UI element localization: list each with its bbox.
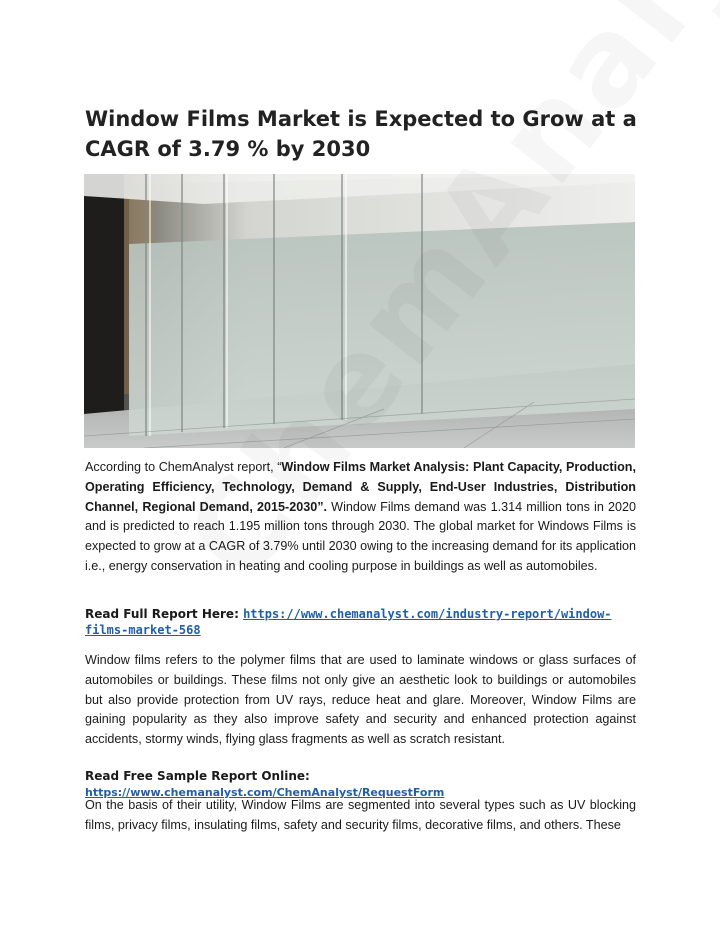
full-report-label: Read Full Report Here: xyxy=(85,607,244,621)
definition-paragraph: Window films refers to the polymer films that are used to laminate windows or glass surfaces of automobiles or buildings. These films not only give an aesthetic look to buildings or automobiles but also provide protection from UV rays, reduce heat and glare. Moreover, Window Films are gaining popularity as they also improve safety and security and enhanced protection against accidents, stormy winds, flying glass fragments as well as scratch resistant. xyxy=(85,653,636,747)
full-report-line xyxy=(85,606,636,638)
intro-paragraph xyxy=(85,458,636,577)
page-title: Window Films Market is Expected to Grow at a CAGR of 3.79 % by 2030 xyxy=(85,107,637,161)
full-report-link[interactable]: https://www.chemanalyst.com/industry-report/window-films-market-568 xyxy=(85,607,612,637)
sample-report-label: Read Free Sample Report Online: xyxy=(85,769,310,783)
report-title-bold: Window Films Market Analysis: Plant Capacity, Production, Operating Efficiency, Technology, Demand & Supply, End-User Industries, Distribution Channel, Regional Demand, 2015-2030”. xyxy=(85,460,636,514)
frosted-glass-partition-photo xyxy=(84,174,635,448)
intro-body-text: Window Films demand was 1.314 million tons in 2020 and is predicted to reach 1.195 million tons through 2030. The global market for Windows Films is expected to grow at a CAGR of 3.79% until 2030 owing to the increasing demand for its application i.e., energy conservation in heating and cooling purpose in buildings as well as automobiles. xyxy=(85,499,637,573)
sample-report-link[interactable]: https://www.chemanalyst.com/ChemAnalyst/RequestForm xyxy=(85,786,445,799)
intro-lead-text: According to ChemAnalyst report, “ xyxy=(85,460,282,474)
segmentation-paragraph: On the basis of their utility, Window Films are segmented into several types such as UV blocking films, privacy films, insulating films, safety and security films, decorative films, and others. These xyxy=(85,798,636,832)
